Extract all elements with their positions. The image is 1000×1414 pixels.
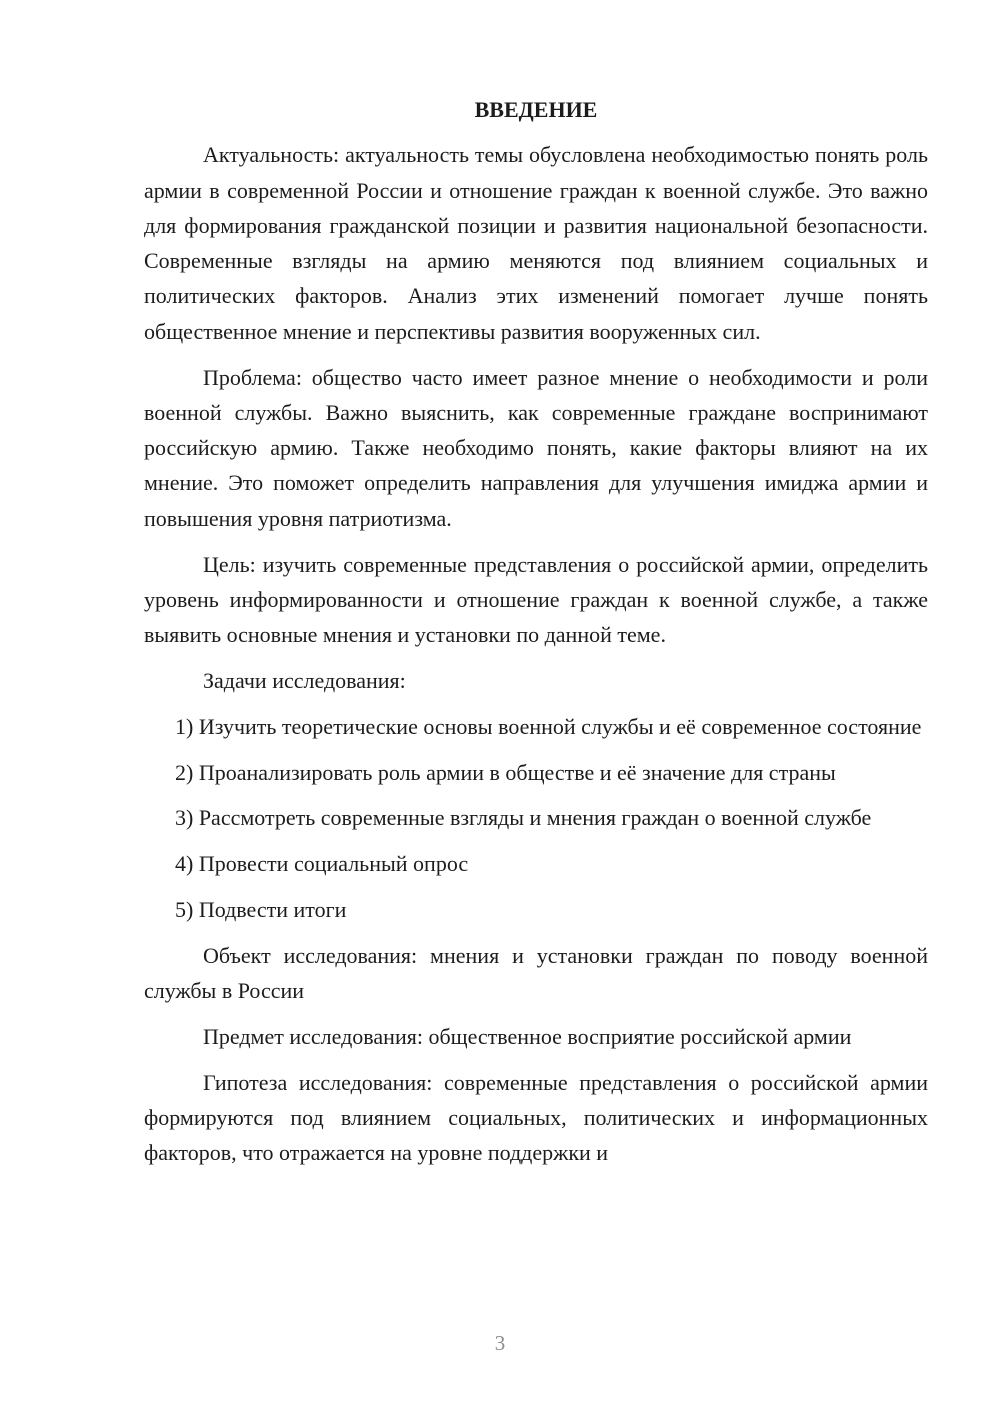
tasks-title: Задачи исследования: [203, 667, 406, 693]
object-paragraph: Объект исследования: мнения и установки граждан по поводу военной службы в России [144, 942, 928, 1004]
task-item-5: 5) Подвести итоги [175, 896, 347, 922]
section-heading: ВВЕДЕНИЕ [474, 97, 598, 122]
goal-paragraph: Цель: изучить современные представления о российской армии, определить уровень информированности и отношение граждан к военной службе, а также выявить основные мнения и установки по данной теме. [144, 551, 928, 648]
document-page [144, 92, 928, 1171]
task-item-3: 3) Рассмотреть современные взгляды и мнения граждан о военной службе [175, 805, 872, 831]
page-number: 3 [494, 1331, 506, 1355]
subject-paragraph: Предмет исследования: общественное восприятие российской армии [203, 1023, 852, 1049]
task-item-4: 4) Провести социальный опрос [175, 851, 469, 877]
task-item-2: 2) Проанализировать роль армии в обществе и её значение для страны [175, 759, 836, 785]
task-item-1: 1) Изучить теоретические основы военной службы и её современное состояние [175, 713, 922, 739]
hypothesis-paragraph: Гипотеза исследования: современные представления о российской армии формируются под влиянием социальных, политических и информационных факторов, что отражается на уровне поддержки и [144, 1069, 928, 1166]
problem-paragraph: Проблема: общество часто имеет разное мнение о необходимости и роли военной службы. Важно выяснить, как современные граждане воспринимают российскую армию. Также необходимо понять, какие факторы влияют на их мнение. Это поможет определить направления для улучшения имиджа армии и повышения уровня патриотизма. [144, 364, 928, 531]
relevance-paragraph: Актуальность: актуальность темы обусловлена необходимостью понять роль армии в современной России и отношение граждан к военной службе. Это важно для формирования гражданской позиции и развития национальной безопасности. Современные взгляды на армию меняются под влиянием социальных и политических факторов. Анализ этих изменений помогает лучше понять общественное мнение и перспективы развития вооруженных сил. [144, 142, 928, 344]
